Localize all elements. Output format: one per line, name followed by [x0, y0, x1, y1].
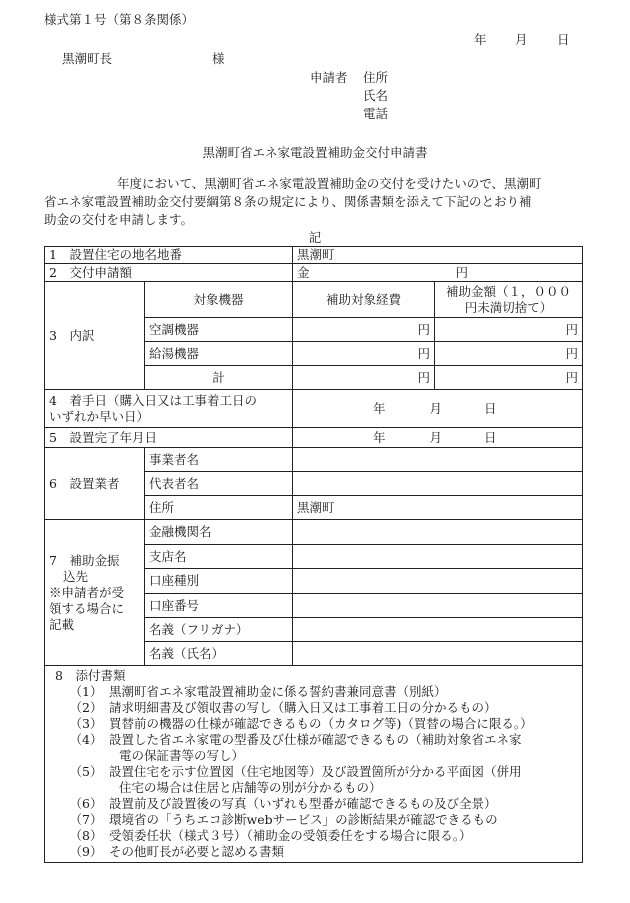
addressee-honorific: 様 — [212, 51, 225, 66]
attachment-text: 請求明細書及び領収書の写し（購入日又は工事着工日の分かるもの） — [109, 700, 497, 715]
completion-date-label: 5 設置完了年月日 — [45, 428, 293, 448]
row-start-date — [45, 390, 583, 428]
bank-label-line: 記載 — [49, 616, 75, 632]
bank-field-label: 名義（フリガナ） — [145, 618, 293, 642]
bank-field-label: 口座種別 — [145, 569, 293, 594]
applicant-label: 申請者 — [310, 70, 348, 85]
intro-line-1: 年度において、黒潮町省エネ家電設置補助金の交付を受けたいので、黒潮町 — [117, 176, 542, 191]
completion-date-field[interactable] — [293, 428, 583, 448]
start-date-label-line-2: いずれか早い日） — [49, 408, 150, 424]
applicant-phone-label: 電話 — [363, 106, 389, 121]
bank-field-label: 名義（氏名） — [145, 642, 293, 666]
bank-account-label — [45, 520, 145, 666]
bank-field-label: 金融機関名 — [145, 520, 293, 545]
attachment-item — [55, 828, 578, 844]
attachment-item — [55, 700, 578, 716]
attachment-item — [55, 796, 578, 812]
account-holder-kana-field[interactable] — [293, 618, 583, 642]
attachment-number: （4） — [69, 732, 103, 747]
account-number-field[interactable] — [293, 594, 583, 618]
amount-unit: 円 — [455, 264, 469, 280]
attachment-text: その他町長が必要と認める書類 — [109, 844, 285, 859]
installer-representative-field[interactable] — [293, 472, 583, 496]
row-breakdown-header — [45, 282, 583, 318]
attachment-text-continued: 住宅の場合は住居と店舗等の別が分かるもの） — [119, 780, 382, 795]
col-eligible-cost: 補助対象経費 — [293, 282, 435, 318]
bank-label-line: 領する場合に — [49, 600, 125, 616]
installer-field-label: 住所 — [145, 496, 293, 520]
bank-name-field[interactable] — [293, 520, 583, 545]
col-subsidy-amount-line-2: 円未満切捨て） — [464, 299, 553, 315]
bank-row — [45, 520, 583, 545]
attachment-number: （7） — [69, 812, 103, 827]
ki-heading: 記 — [308, 230, 322, 245]
eligible-cost-field[interactable]: 円 — [293, 318, 435, 342]
col-subsidy-amount — [435, 282, 583, 318]
installer-label: 6 設置業者 — [45, 448, 145, 520]
attachment-number: （3） — [69, 716, 103, 731]
equipment-total-label: 計 — [145, 366, 293, 390]
start-date-year: 年 — [373, 400, 386, 416]
attachment-text: 環境省の「うちエコ診断webサービス」の診断結果が確認できるもの — [109, 812, 498, 827]
attachment-text: 買替前の機器の仕様が確認できるもの（カタログ等)（買替の場合に限る。） — [109, 716, 533, 731]
col-subsidy-amount-line-1: 補助金額（１，０００ — [446, 283, 572, 299]
subsidy-amount-field[interactable]: 円 — [435, 318, 583, 342]
address-value-field[interactable]: 黒潮町 — [293, 247, 583, 264]
subsidy-amount-field[interactable]: 円 — [435, 342, 583, 366]
attachment-text: 設置住宅を示す位置図（住宅地図等）及び設置箇所が分かる平面図（併用 — [109, 764, 522, 779]
attachment-item — [55, 764, 578, 796]
attachment-item — [55, 844, 578, 860]
form-number: 様式第１号（第８条関係） — [44, 12, 195, 27]
start-date-label-line-1: 4 着手日（購入日又は工事着工日の — [49, 392, 257, 408]
date-day-label: 日 — [557, 32, 570, 47]
row-completion-date — [45, 428, 583, 448]
row-application-amount — [45, 264, 583, 282]
attachment-text: 設置した省エネ家電の型番及び仕様が確認できるもの（補助対象省エネ家 — [109, 732, 522, 747]
bank-label-line: 込先 — [63, 568, 89, 584]
eligible-cost-field[interactable]: 円 — [293, 342, 435, 366]
completion-date-year: 年 — [373, 429, 386, 445]
row-attachments — [45, 666, 583, 863]
start-date-field[interactable] — [293, 390, 583, 428]
intro-line-3: 助金の交付を申請します。 — [44, 212, 194, 227]
account-type-field[interactable] — [293, 569, 583, 594]
attachment-number: （2） — [69, 700, 103, 715]
page-title: 黒潮町省エネ家電設置補助金交付申請書 — [202, 145, 428, 160]
attachment-number: （6） — [69, 796, 103, 811]
start-date-month: 月 — [429, 400, 443, 416]
installer-address-field[interactable]: 黒潮町 — [293, 496, 583, 520]
attachment-number: （1） — [69, 684, 103, 699]
intro-line-2: 省エネ家電設置補助金交付要綱第８条の規定により、関係書類を添えて下記のとおり補 — [44, 194, 532, 209]
addressee-name: 黒潮町長 — [62, 51, 113, 66]
start-date-day: 日 — [484, 400, 497, 416]
date-month-label: 月 — [515, 32, 528, 47]
installer-row — [45, 448, 583, 472]
bank-label-line: 7 補助金振 — [49, 552, 120, 568]
row-address — [45, 247, 583, 264]
amount-field[interactable] — [293, 264, 583, 282]
installer-field-label: 事業者名 — [145, 448, 293, 472]
completion-date-day: 日 — [484, 429, 497, 445]
branch-name-field[interactable] — [293, 545, 583, 569]
attachment-item — [55, 684, 578, 700]
subsidy-amount-total-field[interactable]: 円 — [435, 366, 583, 390]
attachment-item — [55, 732, 578, 764]
bank-field-label: 口座番号 — [145, 594, 293, 618]
attachment-item — [55, 716, 578, 732]
installer-field-label: 代表者名 — [145, 472, 293, 496]
eligible-cost-total-field[interactable]: 円 — [293, 366, 435, 390]
equipment-name: 空調機器 — [145, 318, 293, 342]
attachments-heading: 8 添付書類 — [55, 668, 126, 683]
equipment-name: 給湯機器 — [145, 342, 293, 366]
applicant-address-label: 住所 — [363, 70, 389, 85]
attachment-text: 設置前及び設置後の写真（いずれも型番が確認できるもの及び全景） — [109, 796, 497, 811]
installer-company-field[interactable] — [293, 448, 583, 472]
address-label: 1 設置住宅の地名地番 — [45, 247, 293, 264]
start-date-label — [45, 390, 293, 428]
attachments-cell — [45, 666, 583, 863]
attachment-number: （9） — [69, 844, 103, 859]
applicant-name-label: 氏名 — [363, 88, 389, 103]
attachment-item — [55, 812, 578, 828]
bank-label-line: ※申請者が受 — [49, 584, 125, 600]
attachment-text: 受領委任状（様式３号）（補助金の受領委任をする場合に限る。） — [109, 828, 472, 843]
completion-date-month: 月 — [429, 429, 443, 445]
breakdown-label: 3 内訳 — [45, 282, 145, 390]
col-equipment: 対象機器 — [145, 282, 293, 318]
application-form-table — [44, 246, 583, 863]
attachment-number: （8） — [69, 828, 103, 843]
amount-prefix: 金 — [297, 264, 310, 280]
amount-label: 2 交付申請額 — [45, 264, 293, 282]
attachment-text: 黒潮町省エネ家電設置補助金に係る誓約書兼同意書（別紙） — [109, 684, 447, 699]
attachment-text-continued: 電の保証書等の写し） — [119, 748, 245, 763]
bank-field-label: 支店名 — [145, 545, 293, 569]
attachment-number: （5） — [69, 764, 103, 779]
account-holder-name-field[interactable] — [293, 642, 583, 666]
date-year-label: 年 — [474, 32, 487, 47]
